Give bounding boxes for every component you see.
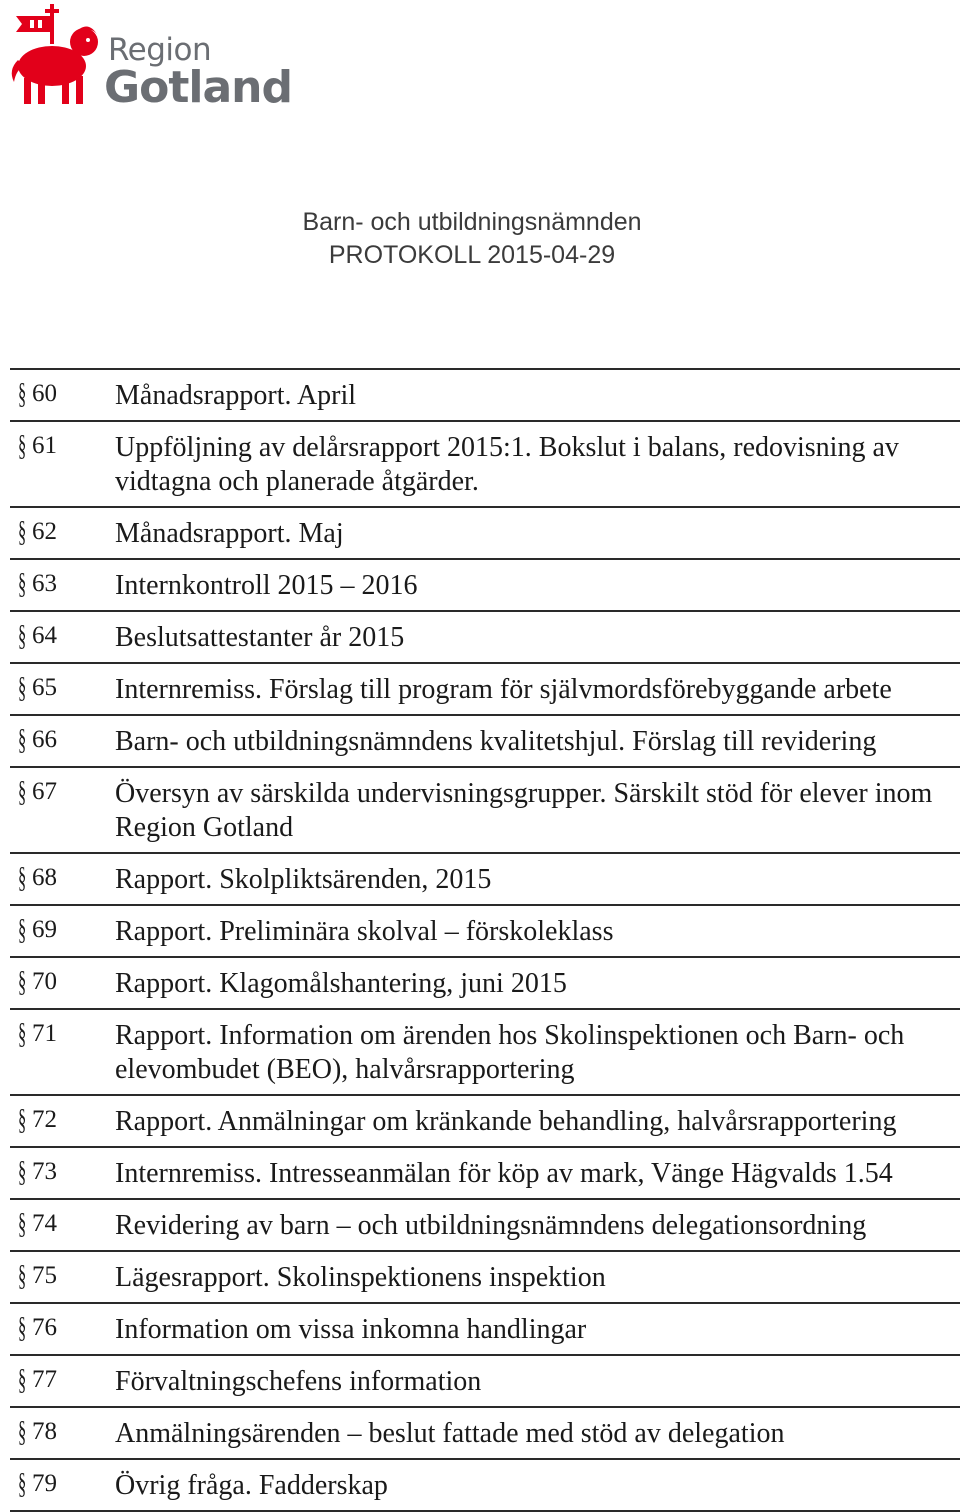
protocol-date: PROTOKOLL 2015-04-29 [328,241,616,269]
agenda-item-title: Revidering av barn – och utbildningsnämndens delegationsordning [115,1210,867,1241]
section-number-value: 70 [32,968,57,995]
agenda-item [10,420,960,506]
section-symbol: § [18,1259,27,1292]
section-number-value: 74 [32,1210,57,1237]
agenda-item-title: Rapport. Information om ärenden hos Skolinspektionen och Barn- och elevombudet (BEO), halvårsrapportering [115,1020,905,1085]
section-number [18,1155,108,1188]
section-number-value: 63 [32,570,57,597]
section-number [18,1207,108,1240]
section-symbol: § [18,377,27,410]
section-number [18,377,108,410]
agenda-item-title: Internremiss. Intresseanmälan för köp av mark, Vänge Hägvalds 1.54 [115,1158,893,1189]
agenda-item [10,714,960,766]
agenda-item-title: Lägesrapport. Skolinspektionens inspektion [115,1262,606,1293]
section-symbol: § [18,671,27,704]
section-number [18,429,108,462]
agenda-item-title: Information om vissa inkomna handlingar [115,1314,587,1345]
agenda-item [10,904,960,956]
section-symbol: § [18,567,27,600]
section-number [18,1259,108,1292]
section-number-value: 64 [32,622,57,649]
agenda-item [10,610,960,662]
section-symbol: § [18,1017,27,1050]
section-number-value: 73 [32,1158,57,1185]
section-symbol: § [18,1207,27,1240]
agenda-item-title: Internkontroll 2015 – 2016 [115,570,418,601]
agenda-item-title: Barn- och utbildningsnämndens kvalitetshjul. Förslag till revidering [115,726,877,757]
agenda-item [10,1250,960,1302]
section-symbol: § [18,515,27,548]
section-number [18,1415,108,1448]
section-symbol: § [18,965,27,998]
agenda-item-title: Förvaltningschefens information [115,1366,482,1397]
section-number-value: 71 [32,1020,57,1047]
agenda-item [10,1302,960,1354]
agenda-item [10,852,960,904]
section-number-value: 61 [32,432,57,459]
agenda-item [10,1094,960,1146]
section-symbol: § [18,429,27,462]
section-number [18,775,108,808]
section-number [18,1363,108,1396]
agenda-item-title: Rapport. Skolpliktsärenden, 2015 [115,864,492,895]
agenda-item [10,1354,960,1406]
agenda-item [10,766,960,852]
section-number [18,1467,108,1500]
section-symbol: § [18,1311,27,1344]
section-symbol: § [18,1363,27,1396]
section-symbol: § [18,723,27,756]
agenda-item [10,558,960,610]
agenda-item [10,1198,960,1250]
agenda-item-title: Månadsrapport. Maj [115,518,344,549]
section-symbol: § [18,1467,27,1500]
region-gotland-logo [8,4,292,113]
agenda-item-title: Översyn av särskilda undervisningsgrupper. Särskilt stöd för elever inom Region Gotland [115,778,933,843]
section-number-value: 69 [32,916,57,943]
section-number [18,861,108,894]
section-number-value: 78 [32,1418,57,1445]
section-number-value: 75 [32,1262,57,1289]
section-number-value: 79 [32,1470,57,1497]
section-symbol: § [18,619,27,652]
committee-name: Barn- och utbildningsnämnden [302,208,642,236]
section-number-value: 72 [32,1106,57,1133]
section-number [18,723,108,756]
document-header [0,206,944,272]
agenda-item [10,1458,960,1510]
agenda-list [10,368,960,1512]
section-symbol: § [18,1415,27,1448]
section-number [18,567,108,600]
agenda-item [10,506,960,558]
agenda-item [10,1406,960,1458]
section-number-value: 60 [32,380,57,407]
section-number [18,1311,108,1344]
logo-region-text: Region [108,32,212,68]
section-number-value: 66 [32,726,57,753]
agenda-item-title: Beslutsattestanter år 2015 [115,622,405,653]
agenda-item-title: Anmälningsärenden – beslut fattade med stöd av delegation [115,1418,785,1449]
agenda-item-title: Månadsrapport. April [115,380,357,411]
section-number [18,671,108,704]
section-number-value: 77 [32,1366,57,1393]
section-number [18,1103,108,1136]
agenda-item-title: Rapport. Anmälningar om kränkande behandling, halvårsrapportering [115,1106,897,1137]
agenda-item [10,368,960,420]
gotland-ram-icon [8,4,100,108]
section-number-value: 68 [32,864,57,891]
section-number-value: 67 [32,778,57,805]
agenda-item-title: Rapport. Preliminära skolval – förskoleklass [115,916,614,947]
section-symbol: § [18,1155,27,1188]
section-number [18,515,108,548]
agenda-item-title: Rapport. Klagomålshantering, juni 2015 [115,968,567,999]
agenda-item [10,1008,960,1094]
agenda-item [10,956,960,1008]
agenda-item [10,662,960,714]
section-symbol: § [18,775,27,808]
section-number-value: 65 [32,674,57,701]
section-symbol: § [18,1103,27,1136]
section-number-value: 62 [32,518,57,545]
section-number [18,965,108,998]
section-number [18,1017,108,1050]
section-number [18,619,108,652]
section-number [18,913,108,946]
agenda-item-title: Internremiss. Förslag till program för självmordsförebyggande arbete [115,674,892,705]
logo-gotland-text: Gotland [104,62,292,113]
agenda-item [10,1146,960,1198]
section-symbol: § [18,861,27,894]
agenda-item-title: Övrig fråga. Fadderskap [115,1470,388,1501]
agenda-item-title: Uppföljning av delårsrapport 2015:1. Bokslut i balans, redovisning av vidtagna och planerade åtgärder. [115,432,899,497]
section-symbol: § [18,913,27,946]
section-number-value: 76 [32,1314,57,1341]
